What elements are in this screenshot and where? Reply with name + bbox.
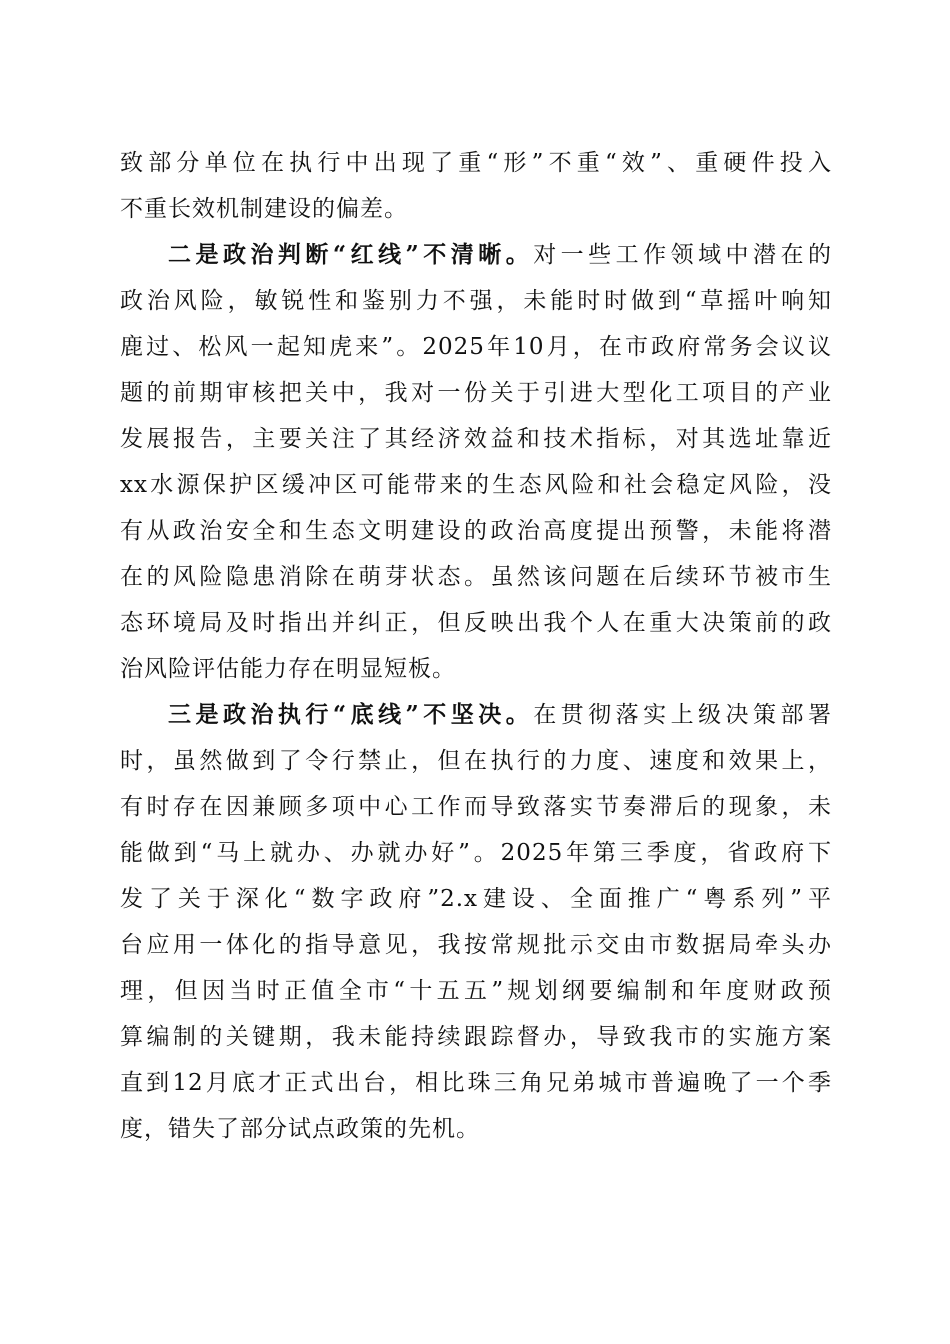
p1-line-1: 致部分单位在执行中出现了重“形”不重“效”、重硬件投入	[120, 150, 832, 176]
p2-line-9: 态环境局及时指出并纠正，但反映出我个人在重大决策前的政	[120, 610, 832, 636]
p3-line-1-rest: 在贯彻落实上级决策部署	[533, 702, 832, 728]
p2-line-1-rest: 对一些工作领域中潜在的	[533, 242, 832, 268]
p3-line-5: 发了关于深化“数字政府”2.x建设、全面推广“粤系列”平	[120, 886, 832, 912]
p2-line-5: 发展报告，主要关注了其经济效益和技术指标，对其选址靠近	[120, 426, 832, 452]
p3-line-7: 理，但因当时正值全市“十五五”规划纲要编制和年度财政预	[120, 978, 832, 1004]
p3-line-6: 台应用一体化的指导意见，我按常规批示交由市数据局牵头办	[120, 932, 832, 958]
p2-line-3: 鹿过、松风一起知虎来”。2025年10月，在市政府常务会议议	[120, 334, 832, 360]
p2-line-8: 在的风险隐患消除在萌芽状态。虽然该问题在后续环节被市生	[120, 564, 832, 590]
p2-line-10: 治风险评估能力存在明显短板。	[120, 656, 456, 682]
p3-line-9: 直到12月底才正式出台，相比珠三角兄弟城市普遍晚了一个季	[120, 1070, 832, 1096]
p2-line-7: 有从政治安全和生态文明建设的政治高度提出预警，未能将潜	[120, 518, 832, 544]
p2-line-6: xx水源保护区缓冲区可能带来的生态风险和社会稳定风险，没	[120, 472, 832, 498]
p3-line-4: 能做到“马上就办、办就办好”。2025年第三季度，省政府下	[120, 840, 832, 866]
p3-line-3: 有时存在因兼顾多项中心工作而导致落实节奏滞后的现象，未	[120, 794, 832, 820]
p3-line-2: 时，虽然做到了令行禁止，但在执行的力度、速度和效果上，	[120, 748, 832, 774]
p2-line-1	[120, 232, 832, 278]
p2-lead-heading: 二是政治判断“红线”不清晰。	[168, 241, 534, 268]
p1-line-2: 不重长效机制建设的偏差。	[120, 196, 408, 222]
p3-line-1	[120, 692, 832, 738]
p2-line-2: 政治风险，敏锐性和鉴别力不强，未能时时做到“草摇叶响知	[120, 288, 832, 314]
p3-line-8: 算编制的关键期，我未能持续跟踪督办，导致我市的实施方案	[120, 1024, 832, 1050]
p3-lead-heading: 三是政治执行“底线”不坚决。	[168, 701, 534, 728]
p2-line-4: 题的前期审核把关中，我对一份关于引进大型化工项目的产业	[120, 380, 832, 406]
p3-line-10: 度，错失了部分试点政策的先机。	[120, 1116, 480, 1142]
body-text	[120, 140, 832, 1152]
